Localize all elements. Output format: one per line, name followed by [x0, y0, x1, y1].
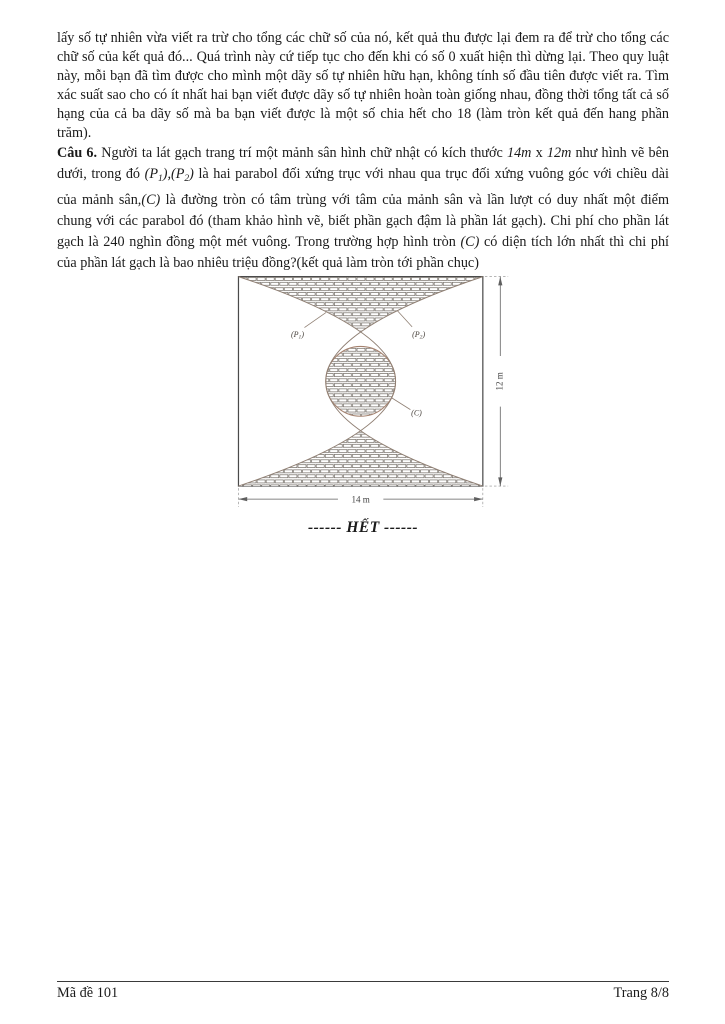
- text-segment: này, mỗi bạn đã tìm được cho mình một dãy số tự nhiên hữu hạn, không tính số đầu tiên được viết ra. Tìm: [57, 68, 669, 84]
- text-segment: Người ta lát gạch trang trí một mảnh sân hình chữ nhật có kích thước: [97, 145, 507, 161]
- width-dim-arrow-right: [474, 497, 483, 501]
- text-segment: chung với các parabol đó (tham khảo hình vẽ, biết phần gạch đậm là phần lát gạch). Chi phí cho phần lát: [57, 213, 669, 229]
- page-number: Trang 8/8: [613, 985, 669, 1001]
- height-dimension-label: [494, 372, 504, 390]
- height-dim-arrow-bottom: [498, 477, 502, 486]
- text-segment: là hai parabol đối xứng trục với nhau qua trục đối xứng vuông góc với chiều dài: [193, 166, 669, 182]
- text-line: [57, 86, 669, 105]
- text-segment: Câu 6.: [57, 145, 98, 161]
- text-segment: (P: [144, 166, 158, 182]
- figure: [57, 266, 669, 520]
- text-segment: như hình vẽ bên: [571, 145, 670, 161]
- text-segment: 2: [184, 174, 190, 184]
- text-line: [57, 190, 669, 211]
- text-segment: lấy số tự nhiên vừa viết ra trừ cho tổng các chữ số của nó, kết quả thu được lại đem ra để trừ cho tổng các: [57, 30, 669, 46]
- text-line: [57, 232, 669, 253]
- text-segment: 14m: [506, 145, 532, 161]
- circle-c: [326, 346, 396, 416]
- text-segment: là đường tròn có tâm trùng với tâm của mảnh sân và lần lượt có duy nhất một điểm: [160, 192, 670, 208]
- end-marker: ------ HẾT ------: [307, 519, 419, 536]
- page-footer: [57, 981, 669, 1002]
- text-line: [57, 105, 669, 143]
- exam-code: Mã đề 101: [57, 985, 119, 1001]
- c-label: [411, 408, 422, 417]
- text-segment: của phần lát gạch là bao nhiêu triệu đồng?(kết quả làm tròn tới phần chục): [57, 255, 479, 271]
- question-6-paragraph: [57, 143, 669, 274]
- text-segment: 12m: [546, 145, 572, 161]
- text-segment: ): [189, 166, 194, 182]
- text-line: [57, 143, 669, 164]
- text-segment: của mảnh sân,: [57, 192, 142, 208]
- width-dimension-label: [351, 494, 369, 504]
- text-line: [57, 48, 669, 67]
- text-line: [57, 29, 669, 48]
- text-segment: ),(P: [162, 166, 185, 182]
- text-segment: dưới, trong đó: [57, 166, 145, 182]
- text-line: [57, 67, 669, 86]
- text-segment: có diện tích lớn nhất thì chi phí: [479, 234, 669, 250]
- height-dim-arrow-top: [498, 277, 502, 286]
- width-dim-arrow-left: [238, 497, 247, 501]
- text-segment: xác suất sao cho có ít nhất hai bạn viết được dãy số tự nhiên hoàn toàn giống nhau, đồng thời tổng tất cả số: [57, 87, 669, 103]
- text-segment: 1: [158, 174, 163, 184]
- text-segment: (C): [141, 192, 161, 208]
- yard-figure: [228, 266, 516, 515]
- text-line: [57, 211, 669, 232]
- intro-paragraph: [57, 29, 669, 143]
- text-line: [57, 164, 669, 190]
- text-segment: x: [531, 145, 547, 161]
- text-segment: chữ số của kết quả đó... Quá trình này cứ tiếp tục cho đến khi có số 0 xuất hiện thì dừng lại. Theo quy luật: [57, 49, 669, 65]
- text-segment: gạch là 240 nghìn đồng một mét vuông. Trong trường hợp hình tròn: [57, 234, 461, 250]
- text-segment: (C): [460, 234, 480, 250]
- page-content: [57, 29, 669, 538]
- text-segment: hạng của cả ba dãy số mà ba bạn viết được là một số chia hết cho 18 (làm tròn kết quả đến hang phần trăm).: [57, 106, 669, 141]
